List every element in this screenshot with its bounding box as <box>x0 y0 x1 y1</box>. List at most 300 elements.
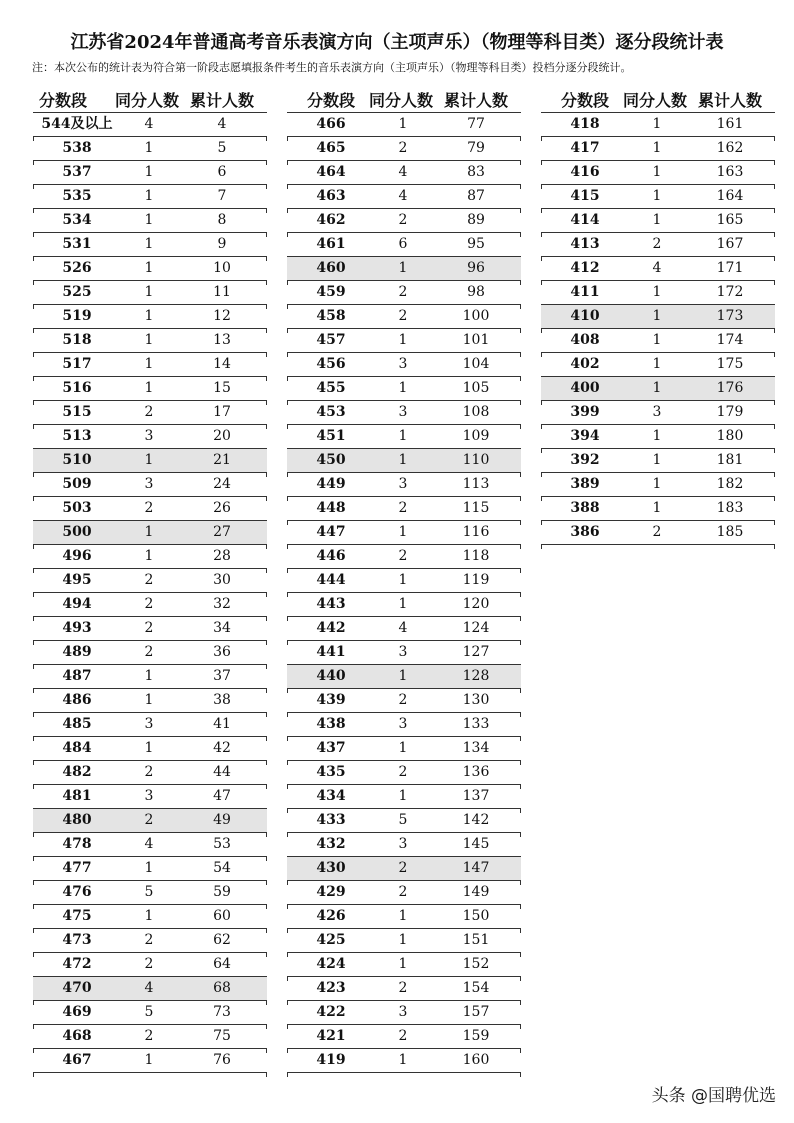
table-row <box>287 233 521 257</box>
score-cell: 422 <box>316 1004 346 1020</box>
cumulative-cell: 62 <box>213 932 231 948</box>
count-cell: 1 <box>398 1052 408 1068</box>
count-cell: 1 <box>144 188 154 204</box>
count-cell: 3 <box>144 428 154 444</box>
count-cell: 2 <box>144 404 154 420</box>
cumulative-cell: 12 <box>213 308 231 324</box>
score-cell: 531 <box>62 236 92 252</box>
score-table-column-3 <box>541 84 775 545</box>
cumulative-cell: 54 <box>213 860 231 876</box>
count-cell: 3 <box>398 716 408 732</box>
count-cell: 1 <box>652 380 662 396</box>
score-cell: 495 <box>62 572 92 588</box>
table-row <box>287 161 521 185</box>
cumulative-cell: 164 <box>716 188 744 204</box>
table-row <box>287 641 521 665</box>
score-cell: 394 <box>570 428 600 444</box>
count-cell: 4 <box>398 164 408 180</box>
count-cell: 2 <box>144 764 154 780</box>
score-cell: 475 <box>62 908 92 924</box>
score-cell: 484 <box>62 740 92 756</box>
score-cell: 461 <box>316 236 346 252</box>
count-cell: 1 <box>144 284 154 300</box>
count-cell: 1 <box>144 860 154 876</box>
count-cell: 1 <box>144 332 154 348</box>
count-cell: 1 <box>144 356 154 372</box>
score-cell: 418 <box>570 116 600 132</box>
count-cell: 2 <box>398 1028 408 1044</box>
cumulative-cell: 28 <box>213 548 231 564</box>
table-row <box>541 353 775 377</box>
border-tick <box>520 1073 521 1077</box>
cumulative-cell: 41 <box>213 716 231 732</box>
count-cell: 1 <box>398 524 408 540</box>
cumulative-cell: 124 <box>462 620 490 636</box>
score-cell: 412 <box>570 260 600 276</box>
table-row <box>287 425 521 449</box>
score-cell: 447 <box>316 524 346 540</box>
cumulative-cell: 109 <box>462 428 490 444</box>
table-row <box>287 185 521 209</box>
count-cell: 1 <box>144 452 154 468</box>
count-cell: 1 <box>144 140 154 156</box>
count-cell: 2 <box>398 548 408 564</box>
table-row <box>287 329 521 353</box>
score-cell: 513 <box>62 428 92 444</box>
score-cell: 535 <box>62 188 92 204</box>
count-cell: 1 <box>652 332 662 348</box>
count-cell: 1 <box>398 116 408 132</box>
score-cell: 435 <box>316 764 346 780</box>
table-row <box>33 473 267 497</box>
table-row <box>287 905 521 929</box>
table-row <box>33 185 267 209</box>
cumulative-cell: 157 <box>462 1004 490 1020</box>
table-row <box>33 881 267 905</box>
score-cell: 473 <box>62 932 92 948</box>
count-cell: 2 <box>144 956 154 972</box>
score-cell: 451 <box>316 428 346 444</box>
table-row <box>287 305 521 329</box>
count-cell: 1 <box>398 428 408 444</box>
score-cell: 467 <box>62 1052 92 1068</box>
count-cell: 3 <box>398 1004 408 1020</box>
header-count: 同分人数 <box>623 91 688 110</box>
score-cell: 439 <box>316 692 346 708</box>
cumulative-cell: 127 <box>462 644 490 660</box>
score-cell: 449 <box>316 476 346 492</box>
table-row <box>287 809 521 833</box>
cumulative-cell: 151 <box>462 932 490 948</box>
table-row <box>287 689 521 713</box>
count-cell: 1 <box>144 212 154 228</box>
table-row <box>33 353 267 377</box>
count-cell: 1 <box>652 188 662 204</box>
table-row <box>287 977 521 1001</box>
score-cell: 517 <box>62 356 92 372</box>
table-row <box>33 713 267 737</box>
table-row <box>33 665 267 689</box>
table-row <box>33 425 267 449</box>
cumulative-cell: 152 <box>462 956 490 972</box>
table-row <box>287 521 521 545</box>
table-row <box>33 617 267 641</box>
score-cell: 525 <box>62 284 92 300</box>
cumulative-cell: 128 <box>462 668 490 684</box>
cumulative-cell: 159 <box>462 1028 490 1044</box>
cumulative-cell: 180 <box>716 428 744 444</box>
score-cell: 494 <box>62 596 92 612</box>
score-cell: 429 <box>316 884 346 900</box>
table-row <box>287 833 521 857</box>
score-cell: 458 <box>316 308 346 324</box>
cumulative-cell: 77 <box>467 116 485 132</box>
count-cell: 1 <box>652 356 662 372</box>
table-row <box>287 881 521 905</box>
cumulative-cell: 76 <box>213 1052 231 1068</box>
table-row <box>287 761 521 785</box>
score-cell: 455 <box>316 380 346 396</box>
count-cell: 1 <box>652 476 662 492</box>
count-cell: 2 <box>398 500 408 516</box>
cumulative-cell: 34 <box>213 620 231 636</box>
score-cell: 518 <box>62 332 92 348</box>
count-cell: 3 <box>144 476 154 492</box>
table-row <box>541 281 775 305</box>
score-cell: 416 <box>570 164 600 180</box>
cumulative-cell: 24 <box>213 476 231 492</box>
score-cell: 534 <box>62 212 92 228</box>
cumulative-cell: 30 <box>213 572 231 588</box>
count-cell: 2 <box>652 524 662 540</box>
table-row <box>287 257 521 281</box>
cumulative-cell: 47 <box>213 788 231 804</box>
cumulative-cell: 83 <box>467 164 485 180</box>
cumulative-cell: 95 <box>467 236 485 252</box>
count-cell: 1 <box>398 596 408 612</box>
border-tick <box>266 1073 267 1077</box>
count-cell: 2 <box>398 212 408 228</box>
cumulative-cell: 42 <box>213 740 231 756</box>
cumulative-cell: 37 <box>213 668 231 684</box>
cumulative-cell: 75 <box>213 1028 231 1044</box>
score-cell: 470 <box>62 980 92 996</box>
table-body <box>541 112 775 545</box>
cumulative-cell: 8 <box>217 212 227 228</box>
table-row <box>33 545 267 569</box>
score-cell: 437 <box>316 740 346 756</box>
score-cell: 389 <box>570 476 600 492</box>
count-cell: 1 <box>144 260 154 276</box>
score-cell: 503 <box>62 500 92 516</box>
cumulative-cell: 15 <box>213 380 231 396</box>
count-cell: 1 <box>144 164 154 180</box>
score-cell: 463 <box>316 188 346 204</box>
count-cell: 2 <box>144 620 154 636</box>
count-cell: 2 <box>398 284 408 300</box>
count-cell: 1 <box>652 308 662 324</box>
score-cell: 386 <box>570 524 600 540</box>
score-cell: 450 <box>316 452 346 468</box>
cumulative-cell: 181 <box>716 452 744 468</box>
table-row <box>33 809 267 833</box>
table-row <box>541 305 775 329</box>
table-row <box>33 929 267 953</box>
table-row <box>33 857 267 881</box>
table-row <box>287 497 521 521</box>
table-row <box>33 689 267 713</box>
table-row <box>287 137 521 161</box>
cumulative-cell: 175 <box>716 356 744 372</box>
cumulative-cell: 49 <box>213 812 231 828</box>
border-tick <box>287 1073 288 1077</box>
cumulative-cell: 116 <box>462 524 490 540</box>
count-cell: 1 <box>652 116 662 132</box>
count-cell: 6 <box>398 236 408 252</box>
count-cell: 1 <box>398 668 408 684</box>
count-cell: 1 <box>398 932 408 948</box>
score-table-column-1 <box>33 84 267 1073</box>
table-row <box>287 1049 521 1073</box>
count-cell: 5 <box>144 1004 154 1020</box>
score-cell: 487 <box>62 668 92 684</box>
score-cell: 410 <box>570 308 600 324</box>
cumulative-cell: 9 <box>217 236 227 252</box>
score-cell: 411 <box>570 284 600 300</box>
cumulative-cell: 167 <box>716 236 744 252</box>
count-cell: 1 <box>144 1052 154 1068</box>
header-count: 同分人数 <box>115 91 180 110</box>
table-row <box>541 329 775 353</box>
count-cell: 2 <box>652 236 662 252</box>
table-row <box>287 113 521 137</box>
count-cell: 4 <box>144 116 154 132</box>
score-cell: 415 <box>570 188 600 204</box>
cumulative-cell: 4 <box>217 116 227 132</box>
count-cell: 3 <box>398 836 408 852</box>
table-row <box>33 785 267 809</box>
score-cell: 433 <box>316 812 346 828</box>
table-row <box>33 401 267 425</box>
score-cell: 516 <box>62 380 92 396</box>
score-cell: 481 <box>62 788 92 804</box>
score-cell: 515 <box>62 404 92 420</box>
table-row <box>541 137 775 161</box>
cumulative-cell: 11 <box>213 284 231 300</box>
score-table-column-2 <box>287 84 521 1073</box>
table-row <box>33 113 267 137</box>
border-tick <box>33 1073 34 1077</box>
count-cell: 1 <box>652 452 662 468</box>
cumulative-cell: 79 <box>467 140 485 156</box>
cumulative-cell: 20 <box>213 428 231 444</box>
table-row <box>33 329 267 353</box>
table-row <box>541 521 775 545</box>
table-row <box>541 425 775 449</box>
cumulative-cell: 172 <box>716 284 744 300</box>
count-cell: 1 <box>652 284 662 300</box>
header-cumulative: 累计人数 <box>444 91 509 110</box>
count-cell: 1 <box>144 308 154 324</box>
cumulative-cell: 27 <box>213 524 231 540</box>
count-cell: 4 <box>398 620 408 636</box>
count-cell: 2 <box>144 644 154 660</box>
count-cell: 1 <box>144 668 154 684</box>
header-score: 分数段 <box>307 91 356 110</box>
table-row <box>287 737 521 761</box>
cumulative-cell: 5 <box>217 140 227 156</box>
table-body <box>287 112 521 1073</box>
table-row <box>33 641 267 665</box>
cumulative-cell: 6 <box>217 164 227 180</box>
table-row <box>287 785 521 809</box>
border-tick <box>541 545 542 549</box>
table-row <box>541 473 775 497</box>
cumulative-cell: 183 <box>716 500 744 516</box>
count-cell: 2 <box>144 932 154 948</box>
score-cell: 472 <box>62 956 92 972</box>
table-row <box>33 833 267 857</box>
count-cell: 1 <box>144 692 154 708</box>
score-cell: 408 <box>570 332 600 348</box>
table-row <box>287 929 521 953</box>
score-cell: 400 <box>570 380 600 396</box>
count-cell: 3 <box>652 404 662 420</box>
cumulative-cell: 133 <box>462 716 490 732</box>
score-cell: 442 <box>316 620 346 636</box>
table-row <box>541 257 775 281</box>
table-row <box>33 1049 267 1073</box>
score-cell: 441 <box>316 644 346 660</box>
cumulative-cell: 98 <box>467 284 485 300</box>
table-row <box>541 185 775 209</box>
count-cell: 1 <box>398 908 408 924</box>
score-cell: 509 <box>62 476 92 492</box>
count-cell: 2 <box>398 140 408 156</box>
count-cell: 1 <box>144 524 154 540</box>
score-cell: 480 <box>62 812 92 828</box>
score-cell: 468 <box>62 1028 92 1044</box>
count-cell: 1 <box>398 572 408 588</box>
score-cell: 448 <box>316 500 346 516</box>
score-cell: 419 <box>316 1052 346 1068</box>
table-row <box>33 977 267 1001</box>
count-cell: 1 <box>652 212 662 228</box>
score-cell: 500 <box>62 524 92 540</box>
count-cell: 2 <box>144 500 154 516</box>
header-score: 分数段 <box>561 91 610 110</box>
count-cell: 2 <box>144 1028 154 1044</box>
count-cell: 1 <box>398 788 408 804</box>
table-row <box>287 593 521 617</box>
table-row <box>287 857 521 881</box>
table-row <box>287 953 521 977</box>
cumulative-cell: 162 <box>716 140 744 156</box>
table-row <box>33 377 267 401</box>
cumulative-cell: 96 <box>467 260 485 276</box>
score-cell: 469 <box>62 1004 92 1020</box>
score-cell: 544及以上 <box>41 116 113 132</box>
table-row <box>33 257 267 281</box>
score-cell: 388 <box>570 500 600 516</box>
cumulative-cell: 44 <box>213 764 231 780</box>
table-row <box>541 233 775 257</box>
table-row <box>33 521 267 545</box>
score-cell: 434 <box>316 788 346 804</box>
score-cell: 510 <box>62 452 92 468</box>
cumulative-cell: 21 <box>213 452 231 468</box>
score-cell: 414 <box>570 212 600 228</box>
cumulative-cell: 100 <box>462 308 490 324</box>
score-cell: 496 <box>62 548 92 564</box>
score-cell: 460 <box>316 260 346 276</box>
score-cell: 459 <box>316 284 346 300</box>
table-row <box>287 617 521 641</box>
score-cell: 430 <box>316 860 346 876</box>
count-cell: 3 <box>398 404 408 420</box>
table-body <box>33 112 267 1073</box>
cumulative-cell: 73 <box>213 1004 231 1020</box>
count-cell: 2 <box>144 596 154 612</box>
cumulative-cell: 64 <box>213 956 231 972</box>
cumulative-cell: 110 <box>462 452 490 468</box>
cumulative-cell: 68 <box>213 980 231 996</box>
cumulative-cell: 173 <box>716 308 744 324</box>
score-cell: 466 <box>316 116 346 132</box>
count-cell: 2 <box>398 692 408 708</box>
score-cell: 493 <box>62 620 92 636</box>
cumulative-cell: 147 <box>462 860 490 876</box>
cumulative-cell: 154 <box>462 980 490 996</box>
score-cell: 446 <box>316 548 346 564</box>
score-cell: 519 <box>62 308 92 324</box>
count-cell: 2 <box>398 884 408 900</box>
count-cell: 1 <box>144 548 154 564</box>
cumulative-cell: 185 <box>716 524 744 540</box>
cumulative-cell: 118 <box>462 548 490 564</box>
cumulative-cell: 101 <box>462 332 490 348</box>
count-cell: 2 <box>398 308 408 324</box>
count-cell: 3 <box>398 644 408 660</box>
count-cell: 1 <box>652 164 662 180</box>
table-row <box>33 761 267 785</box>
cumulative-cell: 161 <box>716 116 744 132</box>
cumulative-cell: 119 <box>462 572 490 588</box>
cumulative-cell: 10 <box>213 260 231 276</box>
score-cell: 453 <box>316 404 346 420</box>
score-cell: 464 <box>316 164 346 180</box>
cumulative-cell: 120 <box>462 596 490 612</box>
cumulative-cell: 113 <box>462 476 490 492</box>
cumulative-cell: 14 <box>213 356 231 372</box>
cumulative-cell: 174 <box>716 332 744 348</box>
cumulative-cell: 182 <box>716 476 744 492</box>
score-cell: 537 <box>62 164 92 180</box>
count-cell: 1 <box>398 380 408 396</box>
cumulative-cell: 87 <box>467 188 485 204</box>
table-header <box>541 84 775 112</box>
score-cell: 402 <box>570 356 600 372</box>
table-row <box>33 449 267 473</box>
cumulative-cell: 149 <box>462 884 490 900</box>
table-row <box>287 209 521 233</box>
table-row <box>33 737 267 761</box>
count-cell: 1 <box>652 140 662 156</box>
table-row <box>287 353 521 377</box>
count-cell: 5 <box>398 812 408 828</box>
table-header <box>33 84 267 112</box>
cumulative-cell: 137 <box>462 788 490 804</box>
